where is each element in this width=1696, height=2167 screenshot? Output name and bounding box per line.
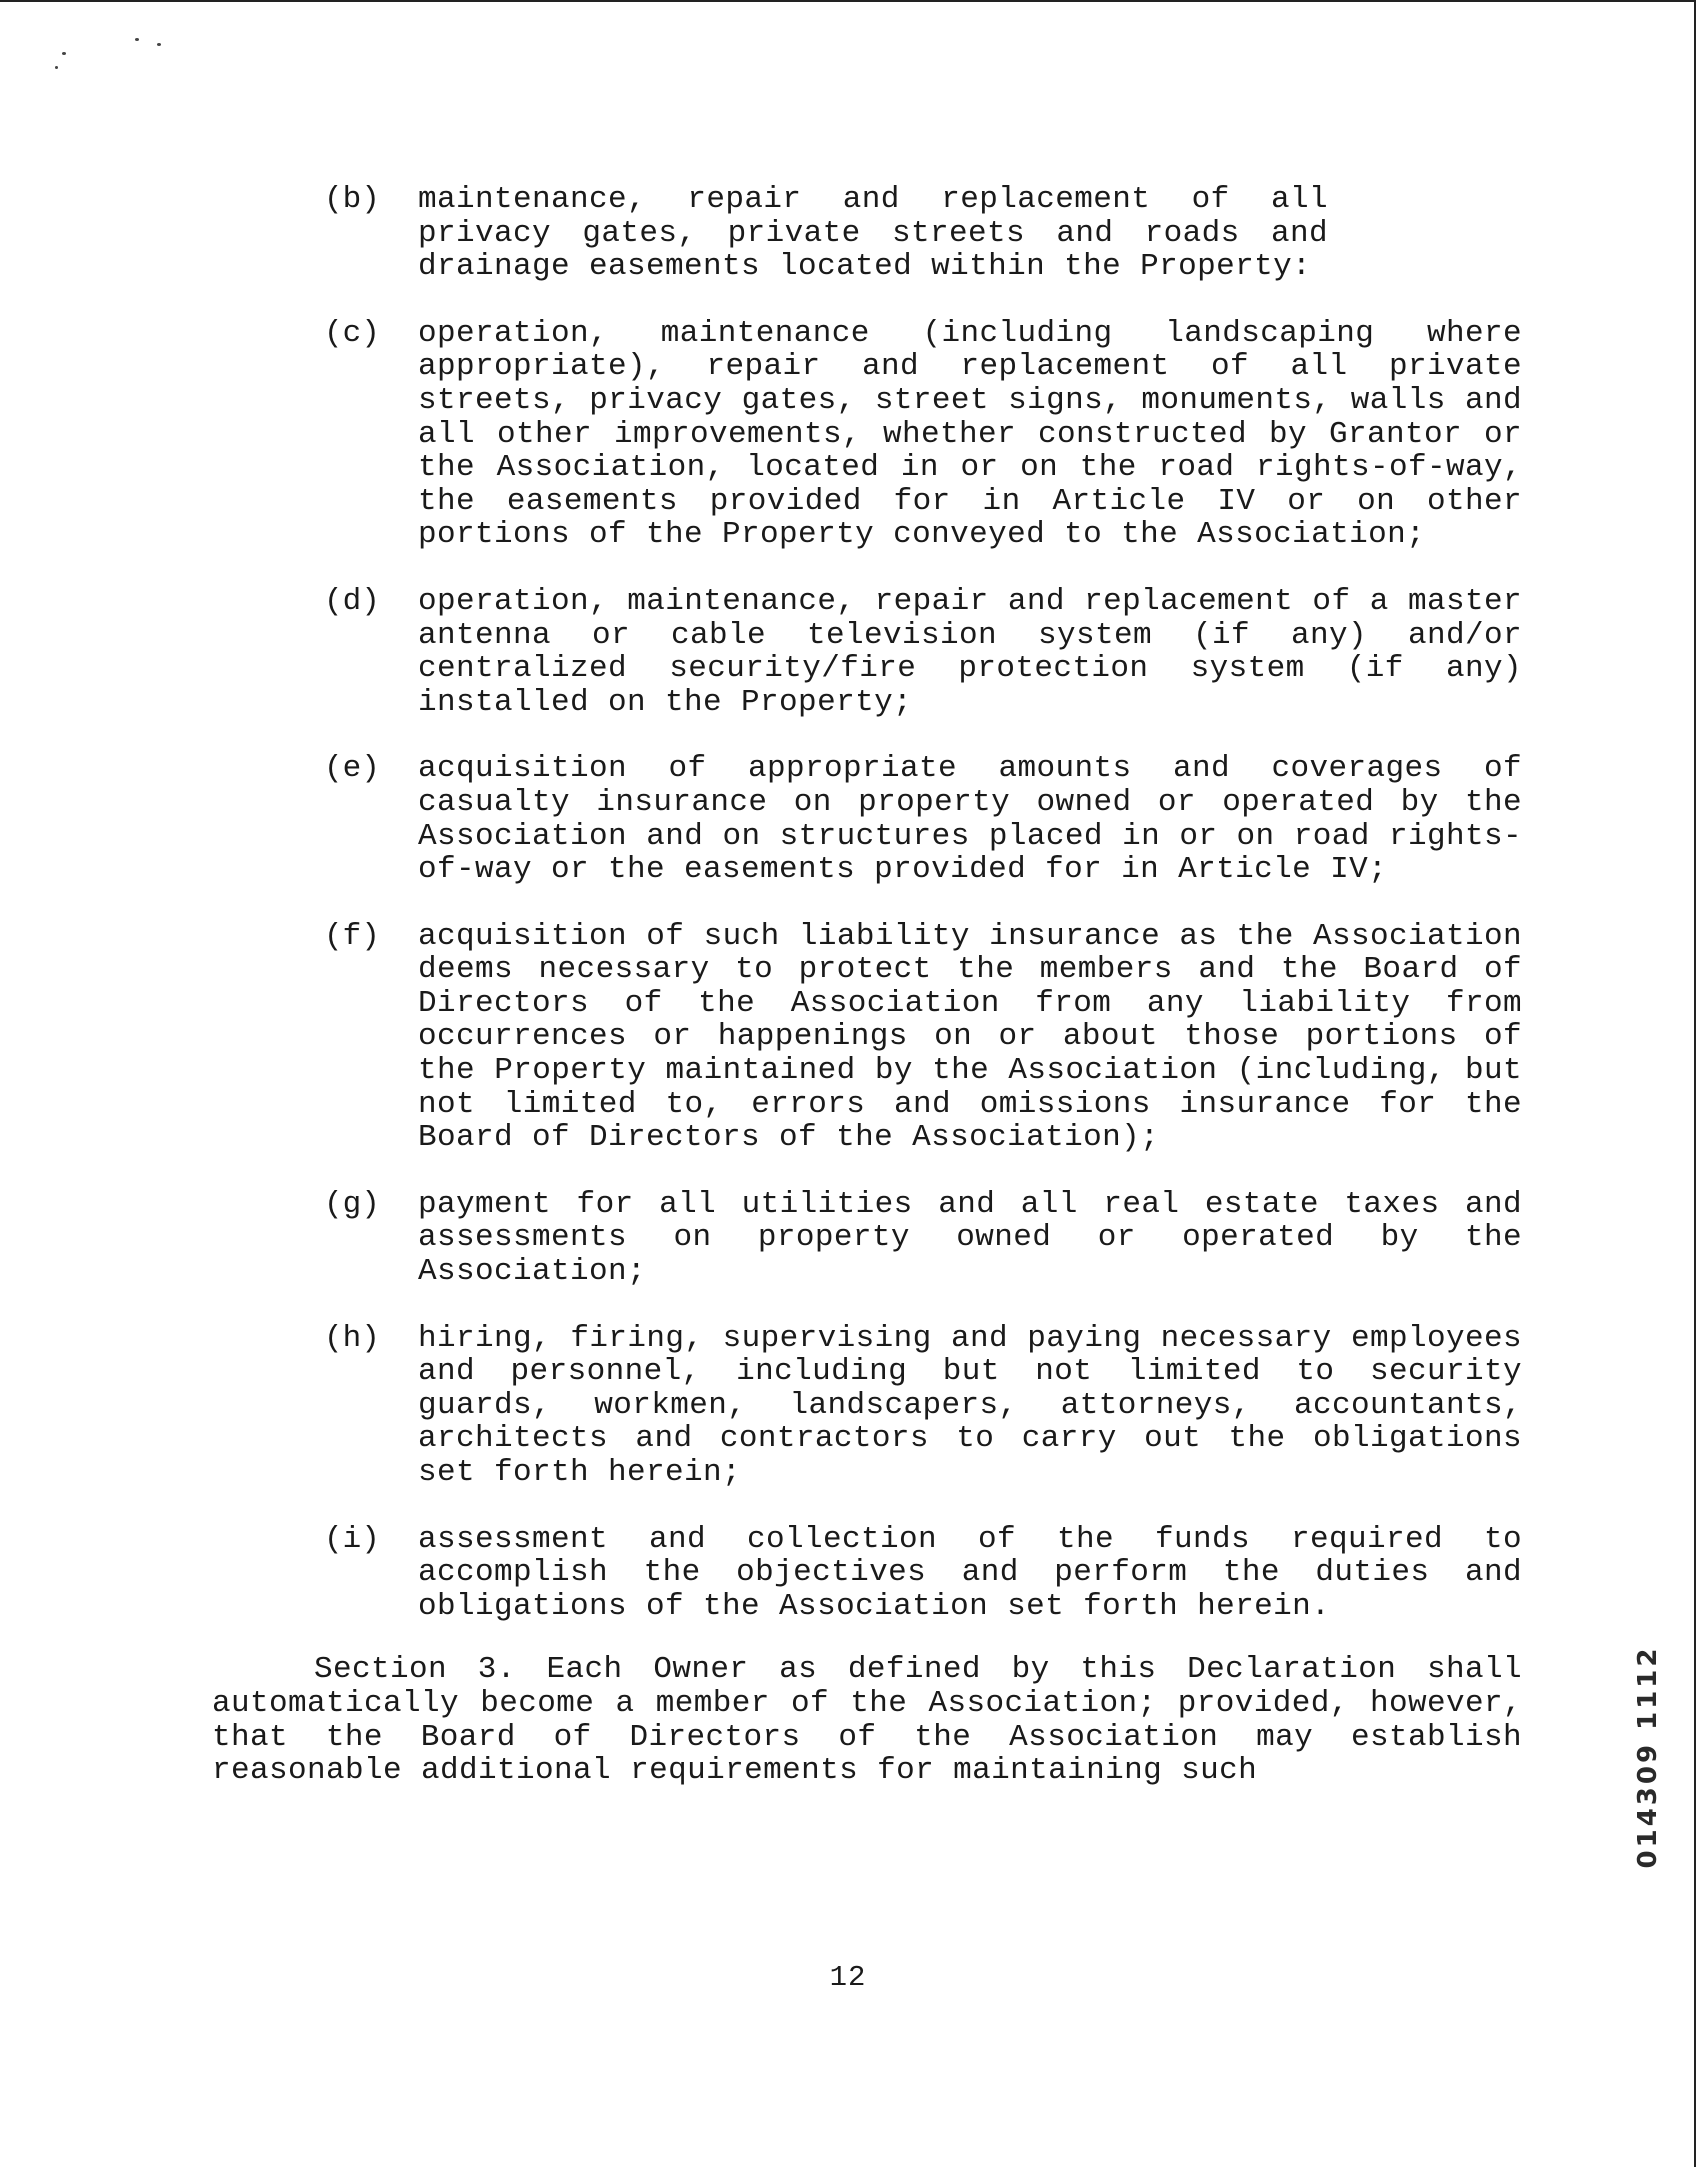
side-stamp-text: 014309 1112 xyxy=(1633,1645,1663,1869)
item-label: (f) xyxy=(324,918,380,954)
list-item xyxy=(212,317,1522,552)
document-body xyxy=(212,183,1522,1788)
side-stamp xyxy=(1628,1570,1668,1950)
item-label: (i) xyxy=(324,1521,380,1557)
section-paragraph: Section 3. Each Owner as defined by this Declaration shall automatically become a member of the Association; provided, however, that the Board of Directors of the Association may establish reasonable additional requirements for maintaining such xyxy=(212,1652,1522,1789)
item-text: assessment and collection of the funds required to accomplish the objectives and perform the duties and obligations of the Association set forth herein. xyxy=(418,1521,1522,1624)
scan-speck xyxy=(55,66,58,69)
item-text: acquisition of such liability insurance as the Association deems necessary to protect the members and the Board of Directors of the Association from any liability from occurrences or happenings on or about those portions of the Property maintained by the Association (including, but not limited to, errors and omissions insurance for the Board of Directors of the Association); xyxy=(418,918,1522,1156)
list-item xyxy=(212,183,1522,284)
page-number: 12 xyxy=(829,1961,867,1994)
list-item xyxy=(212,1188,1522,1289)
list-item xyxy=(212,585,1522,719)
item-text: operation, maintenance, repair and replacement of a master antenna or cable television system (if any) and/or centralized security/fire protection system (if any) installed on the Property; xyxy=(418,583,1522,720)
item-label: (b) xyxy=(324,182,380,217)
scan-speck xyxy=(157,43,161,46)
page-border-top xyxy=(0,0,1696,2)
item-text: payment for all utilities and all real estate taxes and assessments on property owned or operated by the Association; xyxy=(418,1186,1522,1290)
item-text: maintenance, repair and replacement of all privacy gates, private streets and roads and drainage easements located within the Property: xyxy=(418,182,1328,285)
item-label: (h) xyxy=(324,1320,380,1356)
list-item xyxy=(212,1523,1522,1624)
item-text: hiring, firing, supervising and paying necessary employees and personnel, including but not limited to security guards, workmen, landscapers, attorneys, accountants, architects and contractors to carry out the obligations set forth herein; xyxy=(418,1320,1522,1490)
item-label: (g) xyxy=(324,1186,380,1222)
item-text: acquisition of appropriate amounts and coverages of casualty insurance on property owned or operated by the Association and on structures placed in or on road rights-of-way or the easements provided for in Article IV; xyxy=(418,751,1522,888)
item-text: operation, maintenance (including landscaping where appropriate), repair and replacement of all private streets, privacy gates, street signs, monuments, walls and all other improvements, whether constructed by Grantor or the Association, located in or on the road rights-of-way, the easements provided for in Article IV or on other portions of the Property conveyed to the Association; xyxy=(418,315,1522,553)
scan-speck xyxy=(135,38,139,41)
item-label: (c) xyxy=(324,315,380,351)
item-label: (e) xyxy=(324,751,380,787)
list-item xyxy=(212,1322,1522,1490)
list-item xyxy=(212,920,1522,1155)
item-label: (d) xyxy=(324,583,380,619)
scan-speck xyxy=(62,52,66,55)
list-item xyxy=(212,752,1522,886)
